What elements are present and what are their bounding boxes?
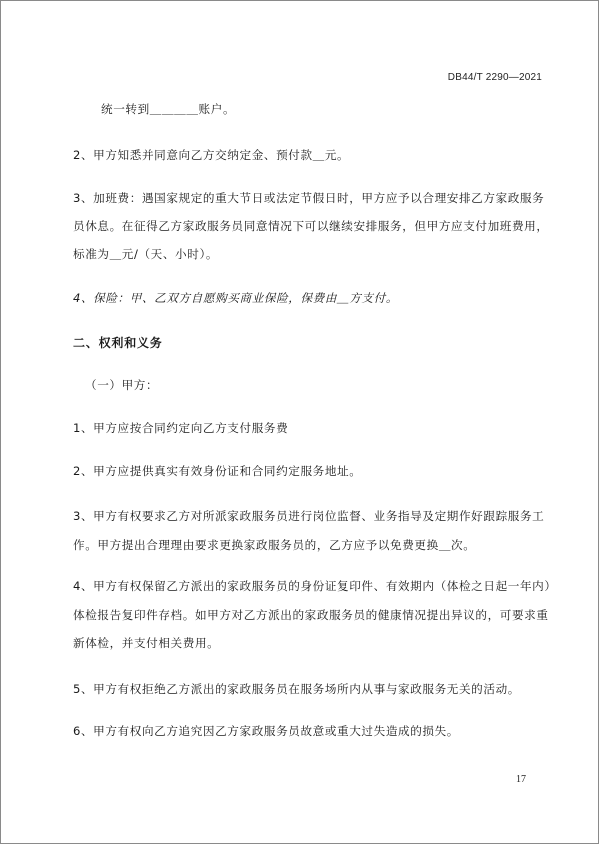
text-line: 体检报告复印件存档。如甲方对乙方派出的家政服务员的健康情况提出异议的，可要求重 <box>73 608 549 622</box>
subsection-heading: （一）甲方： <box>85 378 159 392</box>
text-line: 1、甲方应按合同约定向乙方支付服务费 <box>73 421 289 435</box>
text-line: 新体检，并支付相关费用。 <box>73 636 220 650</box>
text-line: 5、甲方有权拒绝乙方派出的家政服务员在服务场所内从事与家政服务无关的活动。 <box>73 682 520 696</box>
text-line: 标准为＿元/（天、小时）。 <box>73 247 219 261</box>
text-line: 6、甲方有权向乙方追究因乙方家政服务员故意或重大过失造成的损失。 <box>73 724 459 738</box>
text-line: 2、甲方知悉并同意向乙方交纳定金、预付款＿元。 <box>73 148 350 162</box>
text-line: 统一转到＿＿＿＿账户。 <box>101 102 236 116</box>
section-heading: 二、权利和义务 <box>73 336 163 350</box>
text-line: 2、甲方应提供真实有效身份证和合同约定服务地址。 <box>73 464 362 478</box>
text-line: 作。甲方提出合理理由要求更换家政服务员的，乙方应予以免费更换＿次。 <box>73 538 476 552</box>
text-line: 3、甲方有权要求乙方对所派家政服务员进行岗位监督、业务指导及定期作好跟踪服务工 <box>73 509 545 523</box>
text-line: 员休息。在征得乙方家政服务员同意情况下可以继续安排服务，但甲方应支付加班费用， <box>73 219 549 233</box>
standard-code: DB44/T 2290—2021 <box>447 72 542 83</box>
page-number: 17 <box>516 774 526 785</box>
text-line: 4、甲方有权保留乙方派出的家政服务员的身份证复印件、有效期内（体检之日起一年内） <box>73 579 557 593</box>
text-line: 4、保险：甲、乙双方自愿购买商业保险，保费由＿方支付。 <box>73 291 399 305</box>
text-line: 3、加班费：遇国家规定的重大节日或法定节假日时，甲方应予以合理安排乙方家政服务 <box>73 191 545 205</box>
